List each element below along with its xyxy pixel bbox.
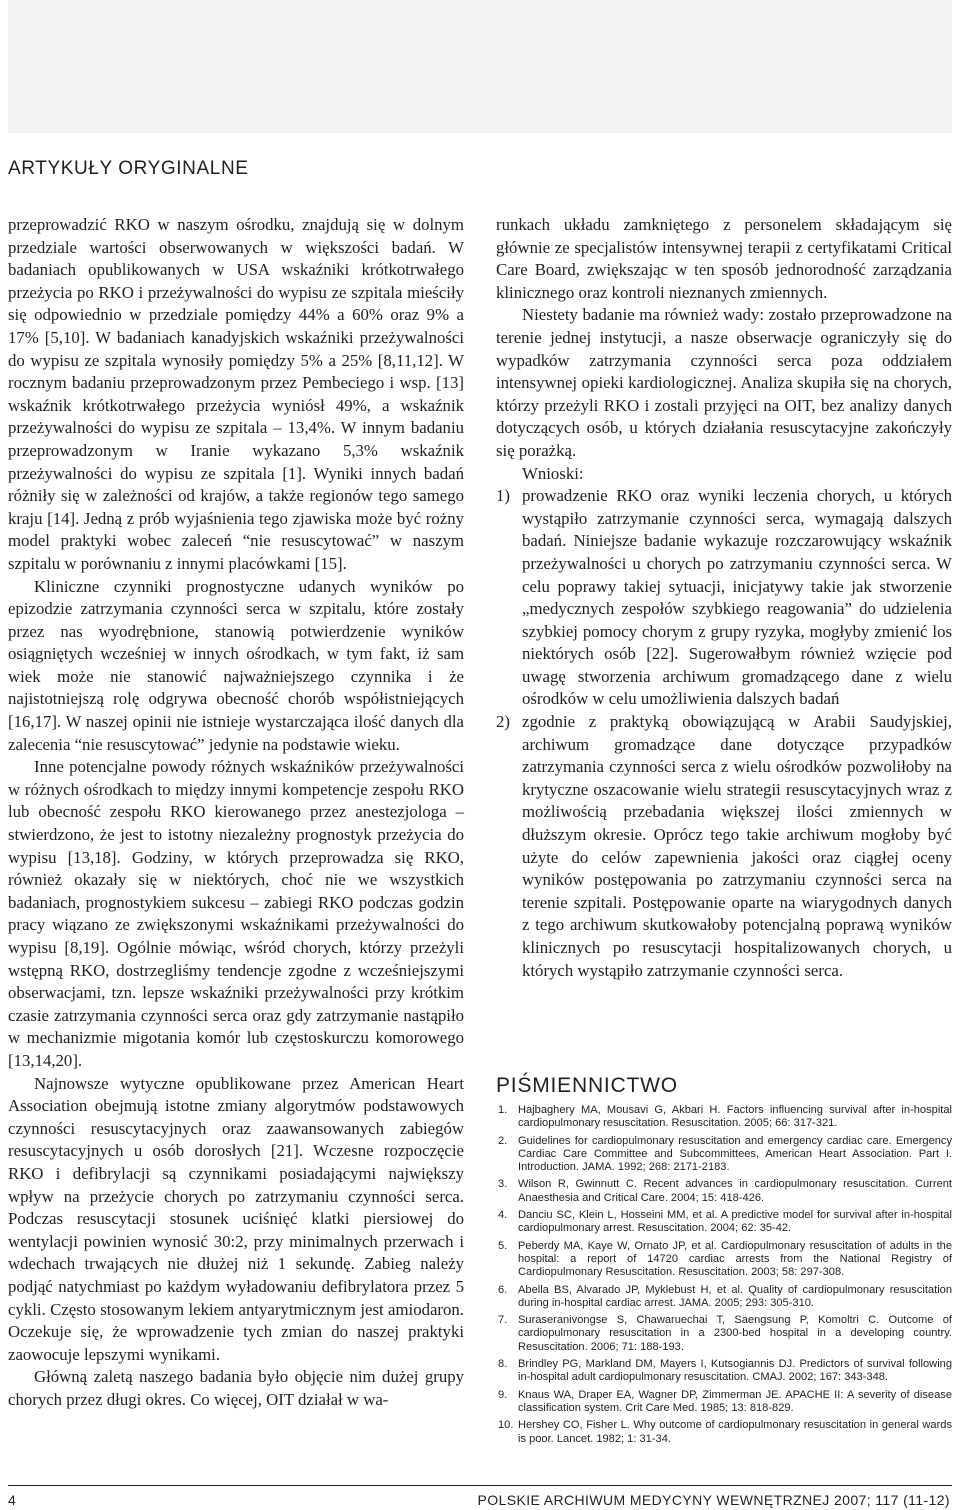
conclusion-text: zgodnie z praktyką obowiązującą w Arabii Saudyjskiej, archiwum gromadzące dane dotyczące przypadków zatrzymania czynności serca z wielu ośrodków pozwoliłoby na krytyczne oszacowanie wielu strategii resuscytacyjnych wraz z możliwością przebadania większej ilości zmiennych w dłuższym okresie. Oprócz tego takie archiwum mogłoby być użyte do celów zapewnienia jakości oraz ciągłej oceny wyników postępowania po zatrzymaniu czynności serca na terenie szpitali. Postępowanie oparte na wiarygodnych danych z tego archiwum skutkowałoby potencjalną poprawą wyników klinicznych po resuscytacji hospitalizowanych chorych, u których wystąpiło zatrzymanie czynności serca.	[522, 712, 952, 980]
reference-text: Knaus WA, Draper EA, Wagner DP, Zimmerman JE. APACHE II: A severity of disease classification system. Crit Care Med. 1985; 13: 818-829.	[518, 1388, 952, 1414]
conclusions-label: Wnioski:	[522, 463, 584, 483]
reference-text: Wilson R, Gwinnutt C. Recent advances in cardiopulmonary resuscitation. Current Anaesthesia and Critical Care. 2004; 15: 418-426.	[518, 1178, 952, 1204]
reference-text: Hershey CO, Fisher L. Why outcome of cardiopulmonary resuscitation in general wards is poor. Lancet. 1982; 1: 31-34.	[518, 1419, 952, 1445]
footer-divider	[8, 1485, 952, 1486]
reference-number: 6.	[498, 1283, 508, 1296]
reference-item	[496, 1284, 952, 1311]
reference-number: 2.	[498, 1134, 508, 1147]
right-paragraph-1: runkach układu zamkniętego z personelem składającym się głównie ze specjalistów intensywnej terapii z certyfikatami Critical Care Board, zwiększając w ten sposób jednorodność zarządzania klinicznego oraz kontroli nieznanych zmiennych.	[496, 215, 952, 302]
reference-text: Danciu SC, Klein L, Hosseini MM, et al. A predictive model for survival after in-hospital cardiopulmonary arrest. Resuscitation. 2004; 62: 35-42.	[518, 1209, 952, 1235]
page-number: 4	[8, 1492, 16, 1508]
reference-item	[496, 1104, 952, 1131]
reference-number: 1.	[498, 1104, 508, 1116]
reference-number: 8.	[498, 1358, 508, 1371]
reference-item	[496, 1419, 952, 1446]
left-paragraph-5: Główną zaletą naszego badania było objęcie nim dużej grupy chorych przez długi okres. Co więcej, OIT działał w wa-	[8, 1367, 464, 1409]
references-list	[496, 1104, 952, 1450]
reference-number: 10.	[498, 1419, 514, 1432]
conclusion-item	[496, 711, 952, 982]
reference-text: Guidelines for cardiopulmonary resuscitation and emergency cardiac care. Emergency Cardiac Care Committee and Subcommittees, American Heart Association. Part I. Introduction. JAMA. 1992; 268: 2171-2183.	[518, 1134, 952, 1174]
reference-number: 5.	[498, 1239, 508, 1252]
reference-item	[496, 1135, 952, 1175]
conclusion-number: 2)	[496, 712, 510, 732]
reference-item	[496, 1178, 952, 1205]
right-column	[496, 214, 952, 982]
reference-text: Hajbaghery MA, Mousavi G, Akbari H. Factors influencing survival after in-hospital cardiopulmonary resuscitation. Resuscitation. 2005; 66: 317-321.	[518, 1104, 952, 1130]
right-paragraph-2: Niestety badanie ma również wady: zostało przeprowadzone na terenie jednej instytucji, a nasze obserwacje ograniczyły się do wypadków zatrzymania czynności serca poza oddziałem intensywnej opieki kardiologicznej. Analiza skupiła się na chorych, którzy przeżyli RKO i zostali przyjęci na OIT, bez analizy danych dotyczących osób, u których działania resuscytacyjne zakończyły się porażką.	[496, 305, 952, 460]
conclusions-list	[496, 485, 952, 982]
references-heading: PIŚMIENNICTWO	[496, 1074, 678, 1097]
reference-number: 9.	[498, 1388, 508, 1401]
conclusion-text: prowadzenie RKO oraz wyniki leczenia chorych, u których wystąpiło zatrzymanie czynności serca, wymagają dalszych badań. Niniejsze badanie wykazuje rozczarowujący wskaźnik przeżywalności u chorych po zatrzymaniu czynności serca. W celu poprawy takiej sytuacji, inicjatywy takie jak stworzenie „medycznych zespołów szybkiego reagowania” do udzielenia szybkiej pomocy chorym z grupy ryzyka, mogłyby zmienić los niektórych osób [22]. Sugerowałbym również wzięcie pod uwagę stworzenia archiwum gromadzącego dane z wielu ośrodków w celu umożliwienia dalszych badań	[522, 486, 952, 709]
reference-number: 4.	[498, 1209, 508, 1222]
reference-item	[496, 1240, 952, 1280]
section-label: ARTYKUŁY ORYGINALNE	[8, 158, 249, 179]
left-paragraph-2: Kliniczne czynniki prognostyczne udanych wyników po epizodzie zatrzymania czynności serca w szpitalu, które zostały przez nas wyodrębnione, stanowią potwierdzenie wyników osiągniętych wcześniej w innych ośrodkach, w tym fakt, iż sam wiek może nie stanowić najważniejszego czynnika i że najistotniejszą rolę odgrywa obecność chorób współistniejących [16,17]. W naszej opinii nie istnieje wystarczająca ilość danych dla zalecenia “nie resuscytować” jedynie na podstawie wieku.	[8, 576, 464, 754]
reference-text: Abella BS, Alvarado JP, Myklebust H, et al. Quality of cardiopulmonary resuscitation during in-hospital cardiac arrest. JAMA. 2005; 293: 305-310.	[518, 1283, 952, 1309]
conclusion-number: 1)	[496, 486, 510, 506]
reference-item	[496, 1209, 952, 1236]
journal-footer: POLSKIE ARCHIWUM MEDYCYNY WEWNĘTRZNEJ 2007; 117 (11-12)	[477, 1492, 950, 1508]
reference-text: Peberdy MA, Kaye W, Ornato JP, et al. Cardiopulmonary resuscitation of adults in the hospital: a report of 14720 cardiac arrests from the National Registry of Cardiopulmonary Resuscitation. Resuscitation. 2003; 58: 297-308.	[518, 1239, 952, 1279]
reference-item	[496, 1314, 952, 1354]
reference-text: Brindley PG, Markland DM, Mayers I, Kutsogiannis DJ. Predictors of survival following in-hospital adult cardiopulmonary resuscitation. CMAJ. 2002; 167: 343-348.	[518, 1358, 952, 1384]
reference-item	[496, 1358, 952, 1385]
top-banner-shade	[8, 0, 952, 133]
reference-item	[496, 1389, 952, 1416]
reference-text: Suraseranivongse S, Chawaruechai T, Saengsung P, Komoltri C. Outcome of cardiopulmonary resuscitation in a 2300-bed hospital in a developing country. Resuscitation. 2006; 71: 188-193.	[518, 1314, 952, 1353]
left-paragraph-1: przeprowadzić RKO w naszym ośrodku, znajdują się w dolnym przedziale wartości obserwowanych w większości badań. W badaniach opublikowanych w USA wskaźniki krótkotrwałego przeżycia po RKO i przeżywalności do wypisu ze szpitala mieściły się odpowiednio w przedziale pomiędzy 44% a 60% oraz 9% a 17% [5,10]. W badaniach kanadyjskich wskaźniki przeżywalności do wypisu ze szpitala wynosiły pomiędzy 5% a 25% [8,11,12]. W rocznym badaniu przeprowadzonym przez Pembeciego i wsp. [13] wskaźnik krótkotrwałego przeżycia wyniósł 49%, a wskaźnik przeżywalności do wypisu ze szpitala – 13,4%. W innym badaniu przeprowadzonym w Iranie wykazano 5,3% wskaźnik przeżywalności do wypisu ze szpitala [1]. Wyniki innych badań różniły się w zależności od krajów, a także regionów tego samego kraju [14]. Jedną z prób wyjaśnienia tego zjawiska może być rożny model praktyki wobec zaleceń “nie resuscytować” w naszym szpitalu w porównaniu z innymi placówkami [15].	[8, 215, 464, 573]
top-banner	[0, 0, 960, 133]
left-paragraph-3: Inne potencjalne powody różnych wskaźników przeżywalności w różnych ośrodkach to między innymi kompetencje zespołu RKO lub obecność zespołu RKO kierowanego przez anestezjologa – stwierdzono, że jest to istotny niezależny prognostyk przeżycia do wypisu [13,18]. Godziny, w których przeprowadza się RKO, również okazały się w niektórych, choć nie we wszystkich badaniach, prognostykiem sukcesu – zabiegi RKO podczas godzin pracy wiązano ze zwiększonymi wskaźnikami przeżywalności do wypisu [8,19]. Ogólnie mówiąc, wśród chorych, którzy przeżyli wstępną RKO, dostrzegliśmy tendencje zgodne z wcześniejszymi obserwacjami, tzn. lepsze wskaźniki przeżywalności przy krótkim czasie zatrzymania czynności serca oraz gdy zatrzymanie nastąpiło w mechanizmie migotania komór lub częstoskurczu komorowego [13,14,20].	[8, 757, 464, 1070]
conclusion-item	[496, 485, 952, 711]
left-paragraph-4: Najnowsze wytyczne opublikowane przez American Heart Association obejmują istotne zmiany algorytmów podstawowych czynności resuscytacyjnych oraz zaawansowanych zabiegów resuscytacyjnych u osób dorosłych [21]. Wczesne rozpoczęcie RKO i defibrylacji są czynnikami posiadającymi największy wpływ na przeżycie chorych po zatrzymaniu czynności serca. Podczas resuscytacji stosunek uciśnięć klatki piersiowej do wentylacji powinien wynosić 30:2, przy minimalnych przerwach i wdechach trwających nie dłużej niż 1 sekundę. Zabieg należy podjąć natychmiast po każdym wyładowaniu defibrylatora przez 5 cykli. Często stosowanym lekiem antyarytmicznym jest amiodaron. Oczekuje się, że wprowadzenie tych zmian do naszej praktyki zaowocuje lepszymi wynikami.	[8, 1073, 464, 1364]
left-column	[8, 214, 464, 1411]
reference-number: 3.	[498, 1178, 508, 1191]
reference-number: 7.	[498, 1314, 508, 1327]
